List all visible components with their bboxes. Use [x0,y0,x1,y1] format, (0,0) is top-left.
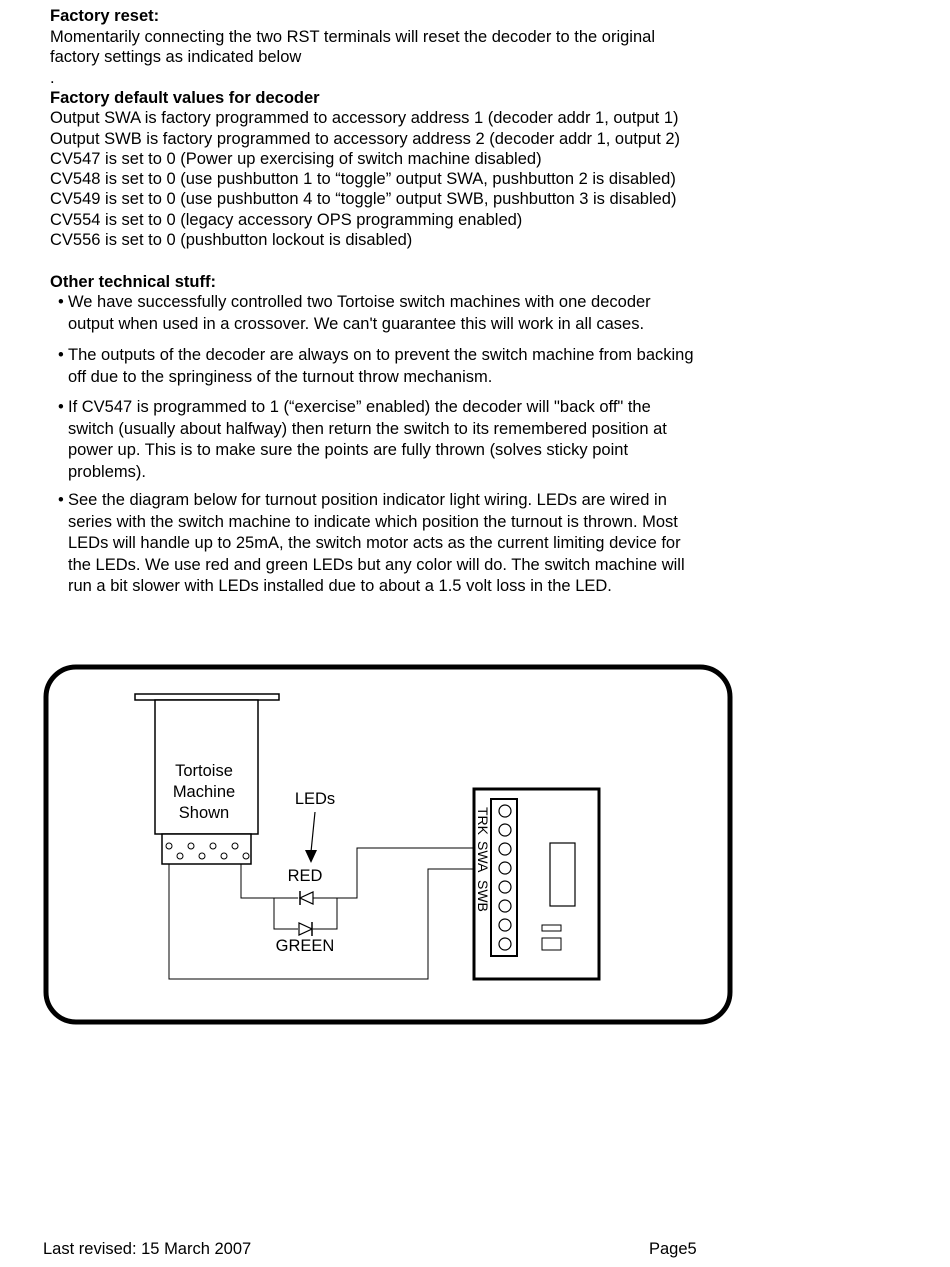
terminal [499,862,511,874]
factory-reset-line: . [50,69,55,87]
bullet-line: power up. This is to make sure the points are fully thrown (solves sticky point [68,441,629,459]
terminal [499,919,511,931]
bullet-dot: • [58,293,64,311]
bullet-line: LEDs will handle up to 25mA, the switch motor acts as the current limiting device for [68,534,681,552]
factory-reset-line: Momentarily connecting the two RST terminals will reset the decoder to the original [50,28,655,46]
leds-label: LEDs [294,790,336,808]
leds-arrow-head [305,850,317,863]
wires [169,848,500,979]
other-heading: Other technical stuff: [50,273,216,291]
defaults-line: CV547 is set to 0 (Power up exercising of switch machine disabled) [50,150,542,168]
green-led [299,922,312,936]
bullet-line: switch (usually about halfway) then return the switch to its remembered position at [68,419,667,438]
terminal [499,938,511,950]
bullet-line: series with the switch machine to indicate which position the turnout is thrown. Most [68,512,678,531]
red-led [300,891,313,905]
bullet-line: We have successfully controlled two Tortoise switch machines with one decoder [68,293,651,311]
footer-page-number: Page5 [649,1240,697,1258]
terminal [499,843,511,855]
bullet-line: the LEDs. We use red and green LEDs but any color will do. The switch machine will [68,555,685,574]
machine-label: Machine [172,783,236,801]
defaults-line: CV549 is set to 0 (use pushbutton 4 to “toggle” output SWB, pushbutton 3 is disabled) [50,190,677,208]
leds-arrow-line [311,812,315,852]
terminal [499,881,511,893]
bullet-line: See the diagram below for turnout position indicator light wiring. LEDs are wired in [68,491,667,509]
factory-reset-heading: Factory reset: [50,7,160,25]
bullet-dot: • [58,398,64,416]
green-led-label: GREEN [275,937,335,955]
bullet-line: run a bit slower with LEDs installed due to about a 1.5 volt loss in the LED. [68,577,612,595]
footer-revised: Last revised: 15 March 2007 [43,1240,252,1258]
decoder-pushbutton [542,938,561,950]
terminal [499,805,511,817]
bullet-line: If CV547 is programmed to 1 (“exercise” enabled) the decoder will "back off" the [68,398,651,416]
defaults-line: CV554 is set to 0 (legacy accessory OPS programming enabled) [50,211,523,229]
wire-motor [241,864,274,898]
terminal-strip [491,799,517,956]
decoder-chip [550,843,575,906]
bullet-line: output when used in a crossover. We can't guarantee this will work in all cases. [68,314,645,333]
bullet-dot: • [58,346,64,364]
bullet-line: off due to the springiness of the turnout throw mechanism. [68,367,493,386]
terminal-label-trk: TRK [475,807,491,835]
bullet-line: problems). [68,462,146,481]
factory-reset-line: factory settings as indicated below [50,48,302,66]
bullet-dot: • [58,491,64,509]
defaults-heading: Factory default values for decoder [50,89,320,107]
decoder [474,789,599,979]
machine-label: Shown [178,804,230,822]
defaults-line: CV556 is set to 0 (pushbutton lockout is disabled) [50,231,413,249]
terminal-label-swb: SWB [475,880,491,912]
terminal-label-swa: SWA [475,841,491,873]
bullet-line: The outputs of the decoder are always on to prevent the switch machine from backing [68,346,694,364]
decoder-pushbutton [542,925,561,931]
terminal [499,824,511,836]
wiring-diagram [0,655,950,1035]
defaults-line: CV548 is set to 0 (use pushbutton 1 to “toggle” output SWA, pushbutton 2 is disabled) [50,170,676,188]
defaults-line: Output SWA is factory programmed to accessory address 1 (decoder addr 1, output 1) [50,109,679,127]
tortoise-machine [135,694,279,864]
terminal [499,900,511,912]
machine-label: Tortoise [175,762,233,780]
red-led-label: RED [287,867,323,885]
defaults-line: Output SWB is factory programmed to accessory address 2 (decoder addr 1, output 2) [50,130,681,148]
wire-swb [169,864,500,979]
machine-connector [162,834,251,864]
diagram-frame [46,667,730,1022]
